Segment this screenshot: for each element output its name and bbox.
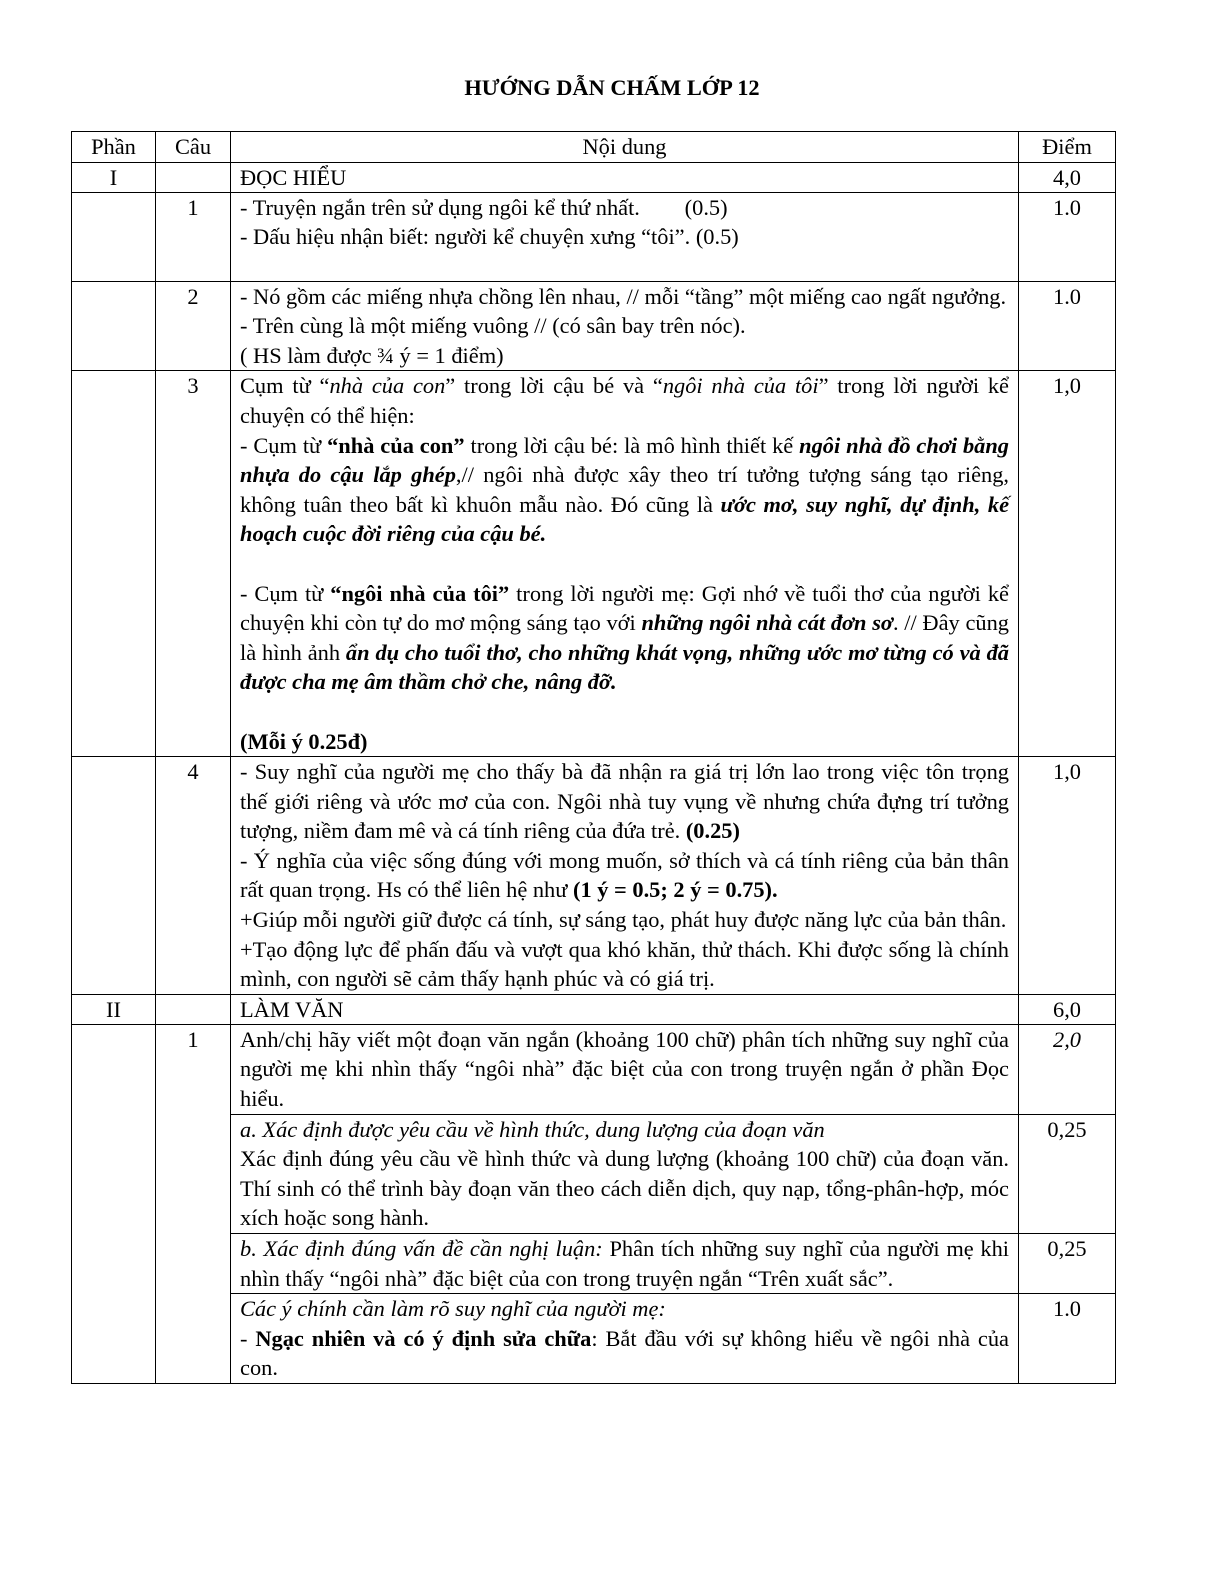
question-score: 1,0 <box>1019 757 1116 995</box>
section-score: 4,0 <box>1019 162 1116 192</box>
criterion-score: 1.0 <box>1019 1294 1116 1384</box>
table-row <box>72 281 1116 371</box>
answer-paragraph: +Giúp mỗi người giữ được cá tính, sự sáng tạo, phát huy được năng lực của bản thân. <box>240 907 1007 933</box>
question-number: 4 <box>156 757 231 995</box>
text-run: nhà của con <box>329 373 446 399</box>
section-title: LÀM VĂN <box>231 994 1019 1024</box>
criterion-score: 0,25 <box>1019 1114 1116 1233</box>
header-question: Câu <box>156 132 231 163</box>
table-row <box>72 192 1116 281</box>
spacer <box>240 549 1009 579</box>
text-run: ngôi nhà của tôi <box>662 373 819 399</box>
answer-line: ( HS làm được ¾ ý = 1 điểm) <box>240 342 504 368</box>
text-run: ” trong lời người kể chuyện có thể hiện: <box>240 373 1009 428</box>
empty-cell <box>72 1024 156 1383</box>
page-title: HƯỚNG DẪN CHẤM LỚP 12 <box>464 75 760 100</box>
text-run: - Ý nghĩa của việc sống đúng với mong muốn, sở thích và cá tính riêng của bản thân rất quan trọng. Hs có thể liên hệ như <box>240 847 1009 903</box>
spacer <box>240 697 1009 727</box>
question-score: 2,0 <box>1019 1024 1116 1114</box>
text-run: trong lời cậu bé: là mô hình thiết kế <box>464 432 800 458</box>
answer-line: - Dấu hiệu nhận biết: người kể chuyện xưng “tôi”. (0.5) <box>240 224 739 250</box>
text-run: ước mơ, suy nghĩ, dự định, kế hoạch cuộc đời riêng của cậu bé. <box>240 491 1010 547</box>
writing-prompt: Anh/chị hãy viết một đoạn văn ngắn (khoảng 100 chữ) phân tích những suy nghĩ của người mẹ khi nhìn thấy “ngôi nhà” đặc biệt của con trong truyện ngắn ở phần Đọc hiểu. <box>231 1024 1019 1114</box>
answer-paragraph <box>240 371 1009 430</box>
answer-content <box>231 281 1019 371</box>
criterion-text: Phân tích những suy nghĩ của người mẹ khi nhìn thấy “ngôi nhà” đặc biệt của con trong truyện ngắn “Trên xuất sắc”. <box>240 1236 1009 1291</box>
question-score: 1.0 <box>1019 192 1116 281</box>
text-run: : Bắt đầu với sự không hiểu về ngôi nhà của con. <box>240 1325 1009 1381</box>
text-run: (0.25) <box>685 818 740 844</box>
criterion-score: 0,25 <box>1019 1234 1116 1294</box>
table-row <box>72 757 1116 995</box>
criterion-a <box>231 1114 1019 1233</box>
answer-paragraph <box>240 579 1009 697</box>
section-title: ĐỌC HIỂU <box>231 162 1019 192</box>
criterion-c <box>231 1294 1019 1384</box>
score-note: (Mỗi ý 0.25đ) <box>240 728 368 754</box>
question-number: 1 <box>156 192 231 281</box>
section-row-reading <box>72 162 1116 192</box>
text-run: ẩn dụ cho tuổi thơ, cho những khát vọng, những ước mơ từng có và đã được cha mẹ âm thầm chở che, nâng đỡ. <box>240 639 1009 695</box>
criterion-text <box>240 1324 1009 1383</box>
text-run: - Cụm từ <box>240 432 328 458</box>
question-number: 2 <box>156 281 231 371</box>
empty-cell <box>72 371 156 757</box>
answer-paragraph <box>240 846 1009 905</box>
criterion-text: Xác định đúng yêu cầu về hình thức và dung lượng (khoảng 100 chữ) của đoạn văn. Thí sinh có thể trình bày đoạn văn theo cách diễn dịch, quy nạp, tổng-phân-hợp, móc xích hoặc song hành. <box>240 1146 1009 1231</box>
question-score: 1,0 <box>1019 371 1116 757</box>
section-part: II <box>72 994 156 1024</box>
empty-cell <box>156 162 231 192</box>
grading-table <box>71 131 1116 1384</box>
criterion-title: a. Xác định được yêu cầu về hình thức, dung lượng của đoạn văn <box>240 1116 825 1142</box>
text-run: - Suy nghĩ của người mẹ cho thấy bà đã nhận ra giá trị lớn lao trong việc tôn trọng thế giới riêng và ước mơ của con. Ngôi nhà tuy vụng về nhưng chứa đựng trí tưởng tượng, niềm đam mê và cá tính riêng của đứa trẻ. <box>240 759 1009 844</box>
criterion-title: b. Xác định đúng vấn đề cần nghị luận: <box>240 1236 603 1261</box>
empty-cell <box>156 994 231 1024</box>
text-run: . // Đây cũng là hình ảnh <box>240 610 1009 665</box>
text-run: (1 ý = 0.5; 2 ý = 0.75). <box>572 877 778 903</box>
text-run: - <box>240 1325 256 1351</box>
text-run: ” trong lời cậu bé và “ <box>445 373 663 399</box>
text-run: Cụm từ “ <box>240 373 330 399</box>
text-run: ngôi nhà đồ chơi bằng nhựa do cậu lắp ghép <box>240 432 1009 488</box>
section-score: 6,0 <box>1019 994 1116 1024</box>
criterion-b <box>231 1234 1019 1294</box>
question-number: 3 <box>156 371 231 757</box>
answer-content <box>231 371 1019 757</box>
text-run: “nhà của con” <box>327 432 465 458</box>
answer-content <box>231 757 1019 995</box>
answer-paragraph: +Tạo động lực để phấn đấu và vượt qua khó khăn, thử thách. Khi được sống là chính mình, con người sẽ cảm thấy hạnh phúc và có giá trị. <box>240 936 1009 992</box>
empty-cell <box>72 192 156 281</box>
text-run: ,// ngôi nhà được xây theo trí tưởng tượng sáng tạo riêng, không tuân theo bất kì khuôn mẫu nào. Đó cũng là <box>240 462 1009 517</box>
table-header-row <box>72 132 1116 163</box>
empty-cell <box>72 757 156 995</box>
text-run: “ngôi nhà của tôi” <box>330 580 510 606</box>
text-run: Ngạc nhiên và có ý định sửa chữa <box>255 1325 592 1351</box>
table-row <box>72 371 1116 757</box>
section-row-writing <box>72 994 1116 1024</box>
header-part: Phần <box>72 132 156 163</box>
table-row <box>72 1024 1116 1114</box>
header-content: Nội dung <box>231 132 1019 163</box>
answer-line: - Nó gồm các miếng nhựa chồng lên nhau, // mỗi “tầng” một miếng cao ngất ngưởng. <box>240 283 1007 309</box>
answer-paragraph <box>240 431 1009 549</box>
empty-cell <box>72 281 156 371</box>
header-score: Điểm <box>1019 132 1116 163</box>
section-part: I <box>72 162 156 192</box>
answer-content <box>231 192 1019 281</box>
text-run: - Cụm từ <box>240 580 331 606</box>
answer-line: - Truyện ngắn trên sử dụng ngôi kể thứ nhất. (0.5) <box>240 194 728 220</box>
answer-paragraph <box>240 757 1009 846</box>
answer-line: - Trên cùng là một miếng vuông // (có sân bay trên nóc). <box>240 313 746 339</box>
text-run: những ngôi nhà cát đơn sơ <box>641 610 893 636</box>
text-run: trong lời người mẹ: Gợi nhớ về tuổi thơ của người kể chuyện khi còn tự do mơ mộng sáng tạo với <box>240 580 1009 636</box>
criterion-title: Các ý chính cần làm rõ suy nghĩ của người mẹ: <box>240 1296 666 1322</box>
question-score: 1.0 <box>1019 281 1116 371</box>
question-number: 1 <box>156 1024 231 1383</box>
